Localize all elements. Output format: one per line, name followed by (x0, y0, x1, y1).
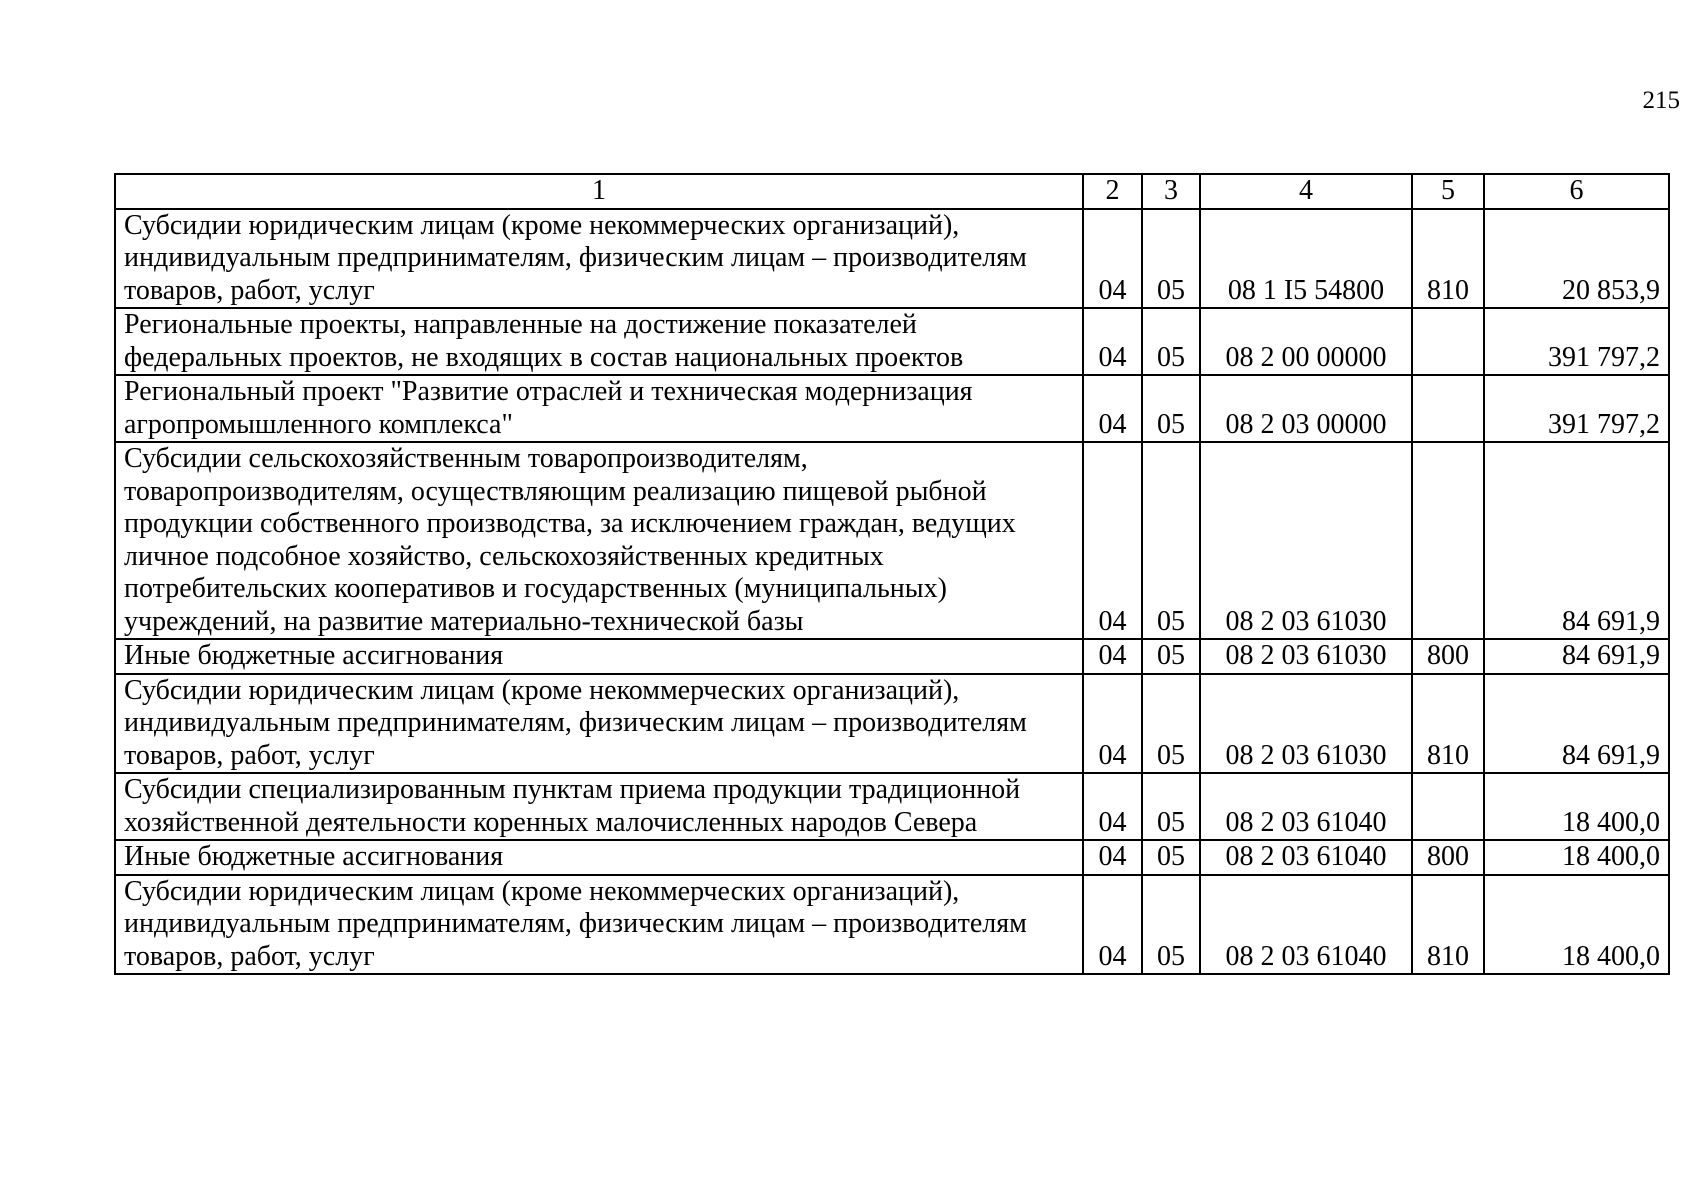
row-subsection: 05 (1142, 674, 1200, 774)
row-expense-type (1412, 442, 1484, 639)
row-amount: 18 400,0 (1484, 840, 1669, 875)
row-amount: 391 797,2 (1484, 308, 1669, 375)
row-section: 04 (1083, 840, 1142, 875)
row-name: Субсидии юридическим лицам (кроме некоммерческих организаций), индивидуальным предпринимателям, физическим лицам – производителям товаров, работ, услуг (115, 209, 1083, 309)
row-amount: 84 691,9 (1484, 442, 1669, 639)
row-amount: 84 691,9 (1484, 639, 1669, 674)
row-expense-type: 800 (1412, 639, 1484, 674)
header-cell-6: 6 (1484, 174, 1669, 209)
row-name: Иные бюджетные ассигнования (115, 639, 1083, 674)
row-section: 04 (1083, 639, 1142, 674)
table-row (115, 308, 1669, 375)
row-subsection: 05 (1142, 639, 1200, 674)
row-section: 04 (1083, 308, 1142, 375)
row-subsection: 05 (1142, 840, 1200, 875)
table-row (115, 442, 1669, 639)
table-row (115, 875, 1669, 975)
row-target-code: 08 2 03 61030 (1200, 442, 1412, 639)
row-amount: 391 797,2 (1484, 375, 1669, 442)
row-name: Субсидии специализированным пунктам приема продукции традиционной хозяйственной деятельности коренных малочисленных народов Севера (115, 773, 1083, 840)
row-section: 04 (1083, 442, 1142, 639)
row-target-code: 08 2 03 61040 (1200, 840, 1412, 875)
row-section: 04 (1083, 875, 1142, 975)
row-name: Региональные проекты, направленные на достижение показателей федеральных проектов, не входящих в состав национальных проектов (115, 308, 1083, 375)
row-name: Субсидии юридическим лицам (кроме некоммерческих организаций), индивидуальным предпринимателям, физическим лицам – производителям товаров, работ, услуг (115, 875, 1083, 975)
header-cell-2: 2 (1083, 174, 1142, 209)
row-amount: 84 691,9 (1484, 674, 1669, 774)
row-name: Иные бюджетные ассигнования (115, 840, 1083, 875)
row-amount: 20 853,9 (1484, 209, 1669, 309)
row-expense-type: 810 (1412, 875, 1484, 975)
table-row (115, 840, 1669, 875)
row-amount: 18 400,0 (1484, 875, 1669, 975)
page-number: 215 (1642, 87, 1680, 114)
row-expense-type (1412, 308, 1484, 375)
row-target-code: 08 2 00 00000 (1200, 308, 1412, 375)
header-cell-3: 3 (1142, 174, 1200, 209)
header-cell-4: 4 (1200, 174, 1412, 209)
row-subsection: 05 (1142, 308, 1200, 375)
row-subsection: 05 (1142, 773, 1200, 840)
row-expense-type (1412, 773, 1484, 840)
table-row (115, 773, 1669, 840)
row-subsection: 05 (1142, 209, 1200, 309)
row-target-code: 08 2 03 61040 (1200, 773, 1412, 840)
row-expense-type (1412, 375, 1484, 442)
header-row (115, 174, 1669, 209)
table-row (115, 209, 1669, 309)
row-expense-type: 810 (1412, 209, 1484, 309)
table-body (115, 209, 1669, 975)
row-target-code: 08 2 03 61030 (1200, 639, 1412, 674)
row-target-code: 08 2 03 61040 (1200, 875, 1412, 975)
row-expense-type: 800 (1412, 840, 1484, 875)
row-subsection: 05 (1142, 875, 1200, 975)
row-target-code: 08 2 03 00000 (1200, 375, 1412, 442)
table-row (115, 674, 1669, 774)
row-expense-type: 810 (1412, 674, 1484, 774)
row-section: 04 (1083, 773, 1142, 840)
row-name: Субсидии юридическим лицам (кроме некоммерческих организаций), индивидуальным предпринимателям, физическим лицам – производителям товаров, работ, услуг (115, 674, 1083, 774)
row-subsection: 05 (1142, 375, 1200, 442)
row-name: Субсидии сельскохозяйственным товаропроизводителям, товаропроизводителям, осуществляющим реализацию пищевой рыбной продукции собственного производства, за исключением граждан, ведущих личное подсобное хозяйство, сельскохозяйственных кредитных потребительских кооперативов и государственных (муниципальных) учреждений, на развитие материально-технической базы (115, 442, 1083, 639)
budget-table (114, 173, 1670, 975)
row-subsection: 05 (1142, 442, 1200, 639)
table-row (115, 639, 1669, 674)
header-cell-1: 1 (115, 174, 1083, 209)
row-section: 04 (1083, 209, 1142, 309)
row-section: 04 (1083, 375, 1142, 442)
table-header (115, 174, 1669, 209)
table-row (115, 375, 1669, 442)
row-target-code: 08 1 I5 54800 (1200, 209, 1412, 309)
row-section: 04 (1083, 674, 1142, 774)
row-name: Региональный проект "Развитие отраслей и техническая модернизация агропромышленного комплекса" (115, 375, 1083, 442)
row-amount: 18 400,0 (1484, 773, 1669, 840)
header-cell-5: 5 (1412, 174, 1484, 209)
row-target-code: 08 2 03 61030 (1200, 674, 1412, 774)
